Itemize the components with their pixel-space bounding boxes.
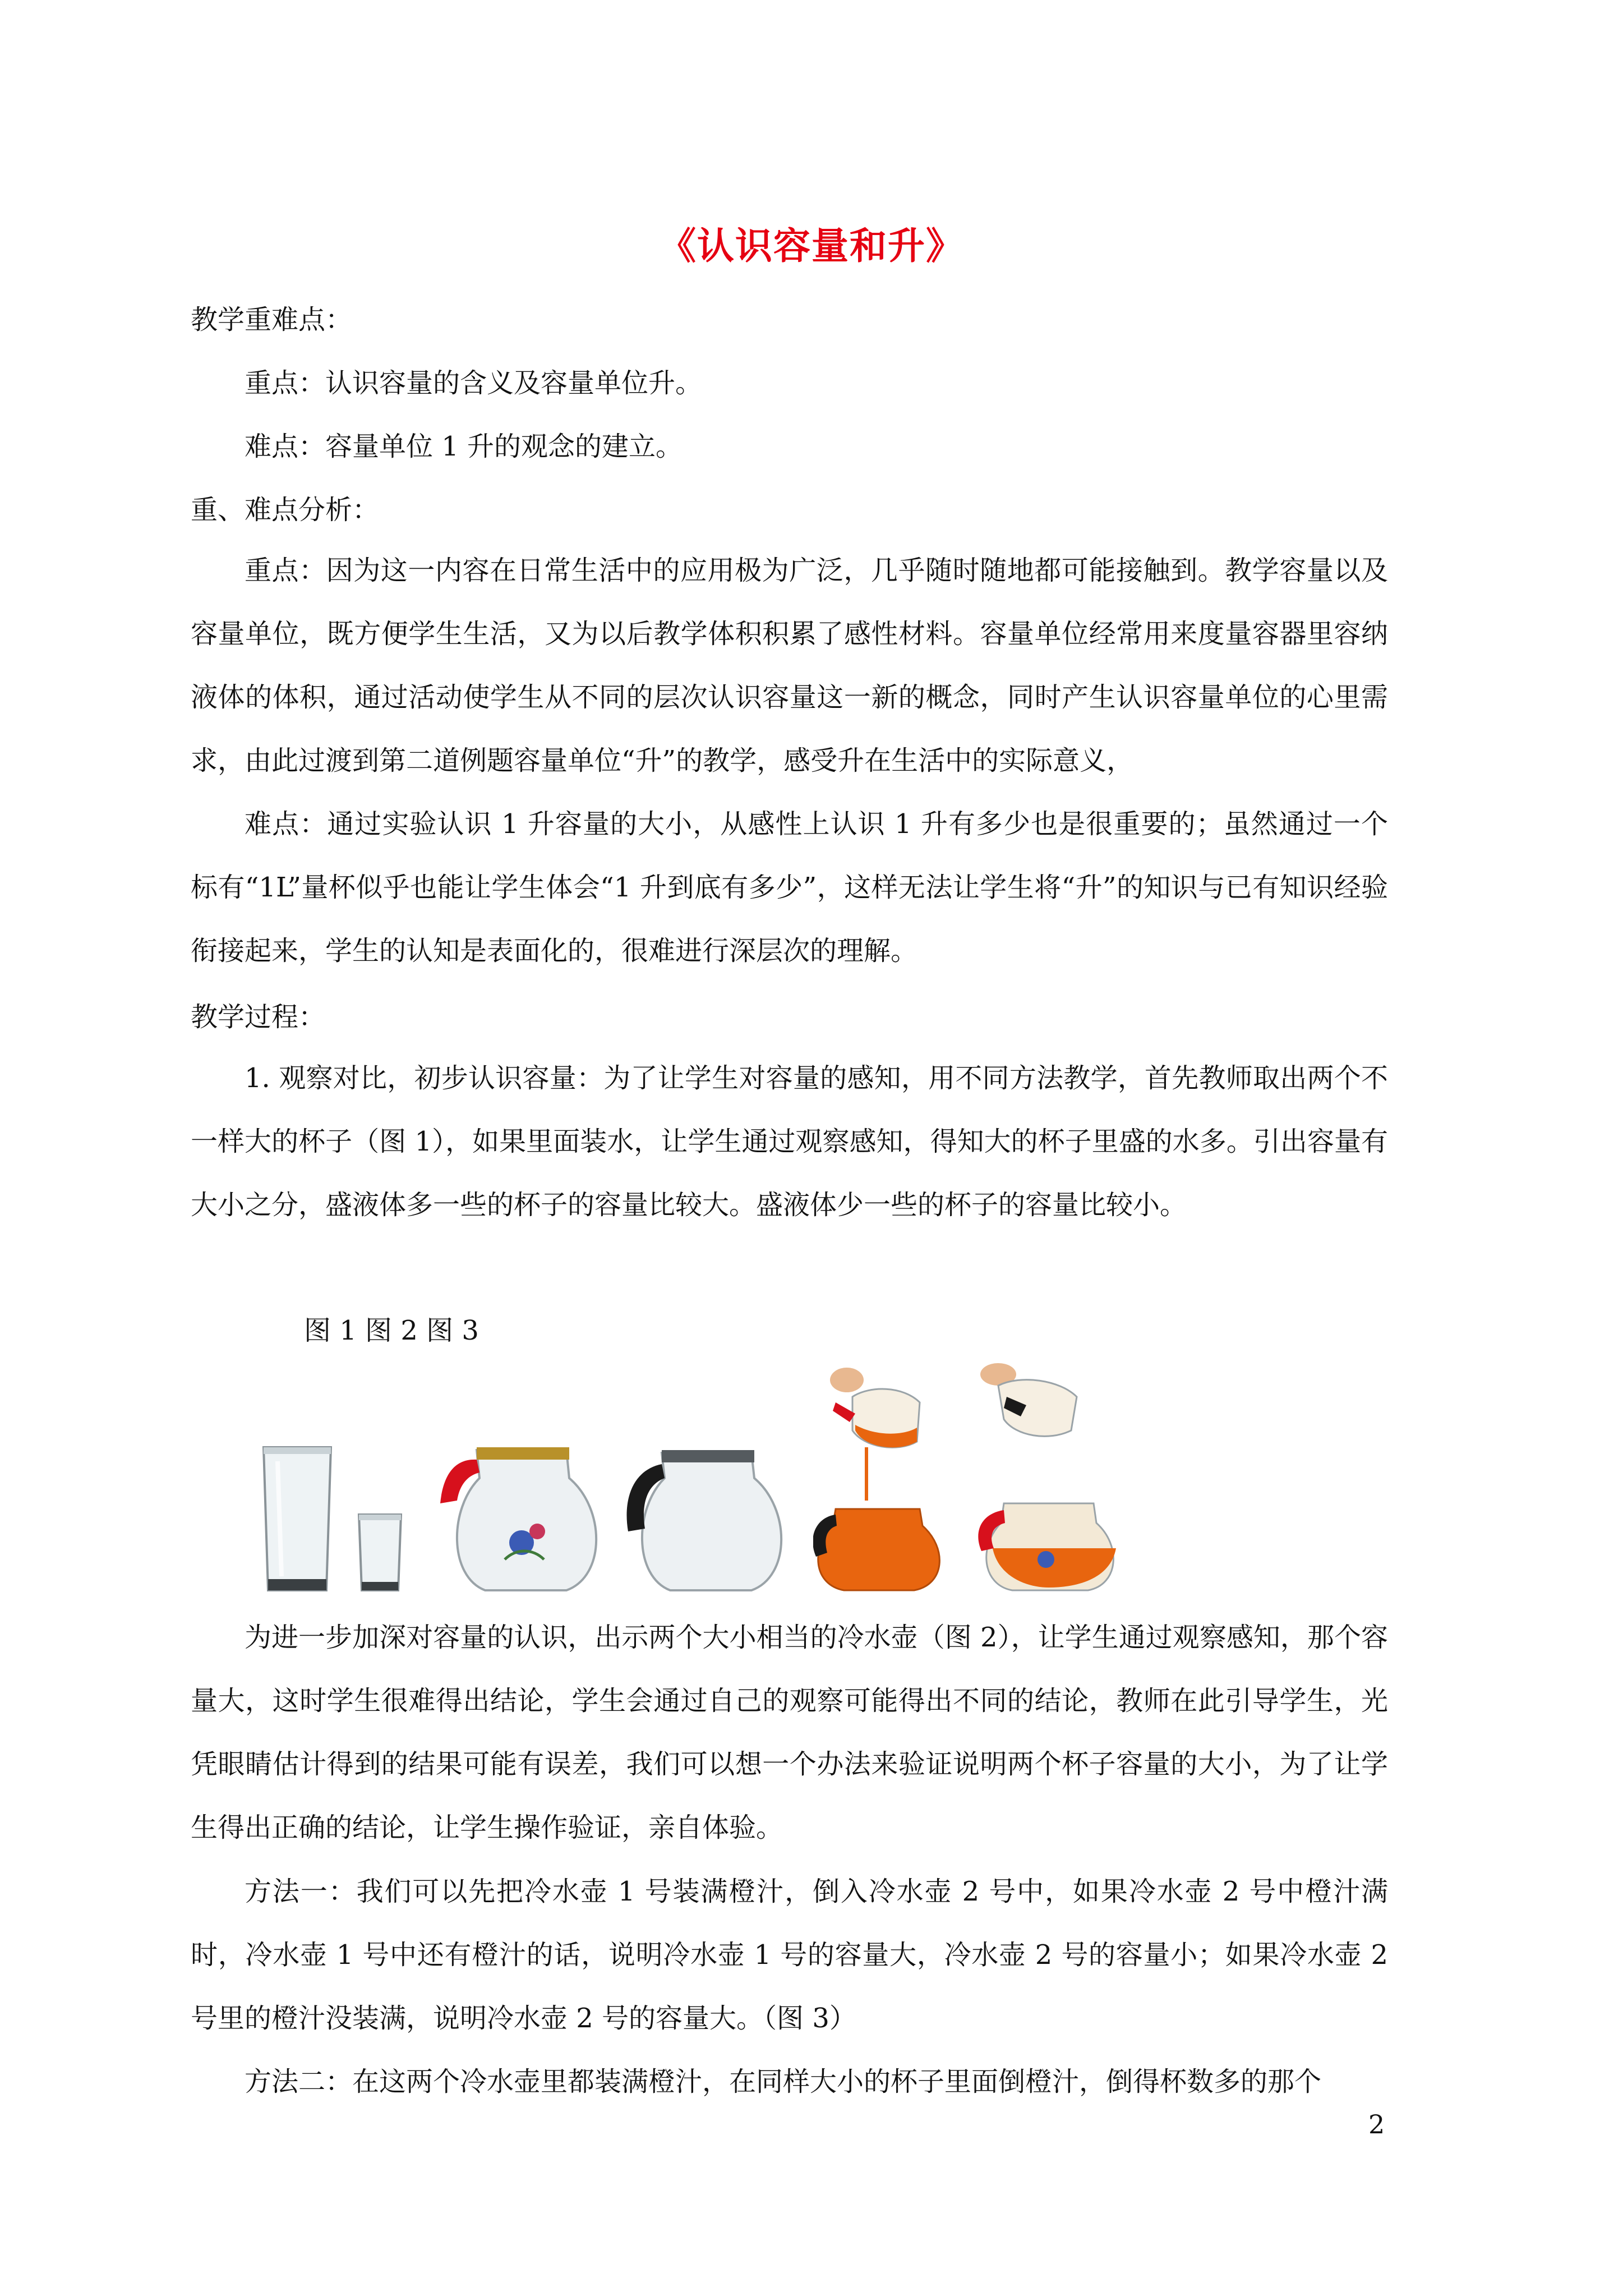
keypoint-main: 重点：认识容量的含义及容量单位升。 [245,367,703,399]
small-glass-icon [359,1515,401,1590]
figure-strip [252,1363,1127,1599]
analysis-paragraph-difficult: 难点：通过实验认识 1 升容量的大小，从感性上认识 1 升有多少也是很重要的；虽然通过一个标有“1L”量杯似乎也能让学生体会“1 升到底有多少”，这样无法让学生将“升”的知识与已有知识经验衔接起来，学生的认知是表面化的，很难进行深层次的理解。 [191,808,1388,967]
kettle-red-handle-icon [440,1447,596,1590]
page-number: 2 [1368,2109,1385,2139]
pouring-sequence-1-icon [813,1368,939,1590]
figure-3-pouring-image [813,1363,1127,1599]
heading-keypoints: 教学重难点： [191,304,353,335]
document-title: 《认识容量和升》 [659,224,964,268]
figure-1-glasses-image [252,1363,421,1599]
kettle-black-handle-icon [627,1450,782,1590]
large-glass-icon [264,1447,331,1590]
keypoint-difficult: 难点：容量单位 1 升的观念的建立。 [245,431,683,462]
pouring-sequence-2-icon [978,1363,1116,1590]
process-paragraph-observe: 1. 观察对比，初步认识容量：为了让学生对容量的感知，用不同方法教学，首先教师取出两个不一样大的杯子（图 1），如果里面装水，让学生通过观察感知，得知大的杯子里盛的水多。引出容量有大小之分，盛液体多一些的杯子的容量比较大。盛液体少一些的杯子的容量比较小。 [191,1062,1388,1221]
process-paragraph-kettles: 为进一步加深对容量的认识，出示两个大小相当的冷水壶（图 2），让学生通过观察感知，那个容量大，这时学生很难得出结论，学生会通过自己的观察可能得出不同的结论，教师在此引导学生，光凭眼睛估计得到的结果可能有误差，我们可以想一个办法来验证说明两个杯子容量的大小，为了让学生得出正确的结论，让学生操作验证，亲自体验。 [191,1622,1388,1843]
method-two-paragraph: 方法二：在这两个冷水壶里都装满橙汁，在同样大小的杯子里面倒橙汁，倒得杯数多的那个 [245,2066,1322,2097]
heading-analysis: 重、难点分析： [191,494,380,526]
analysis-paragraph-main: 重点：因为这一内容在日常生活中的应用极为广泛，几乎随时随地都可能接触到。教学容量以及容量单位，既方便学生生活，又为以后教学体积积累了感性材料。容量单位经常用来度量容器里容纳液体的体积，通过活动使学生从不同的层次认识容量这一新的概念，同时产生认识容量单位的心里需求，由此过渡到第二道例题容量单位“升”的教学，感受升在生活中的实际意义， [191,555,1388,776]
figure-caption: 图 1 图 2 图 3 [304,1315,479,1346]
heading-process: 教学过程： [191,1001,326,1033]
method-one-paragraph: 方法一：我们可以先把冷水壶 1 号装满橙汁，倒入冷水壶 2 号中，如果冷水壶 2 号中橙汁满时，冷水壶 1 号中还有橙汁的话，说明冷水壶 1 号的容量大，冷水壶 2 号的容量小；如果冷水壶 2 号里的橙汁没装满，说明冷水壶 2 号的容量大。（图 3） [191,1876,1388,2034]
figure-2-kettles-image [437,1363,785,1599]
